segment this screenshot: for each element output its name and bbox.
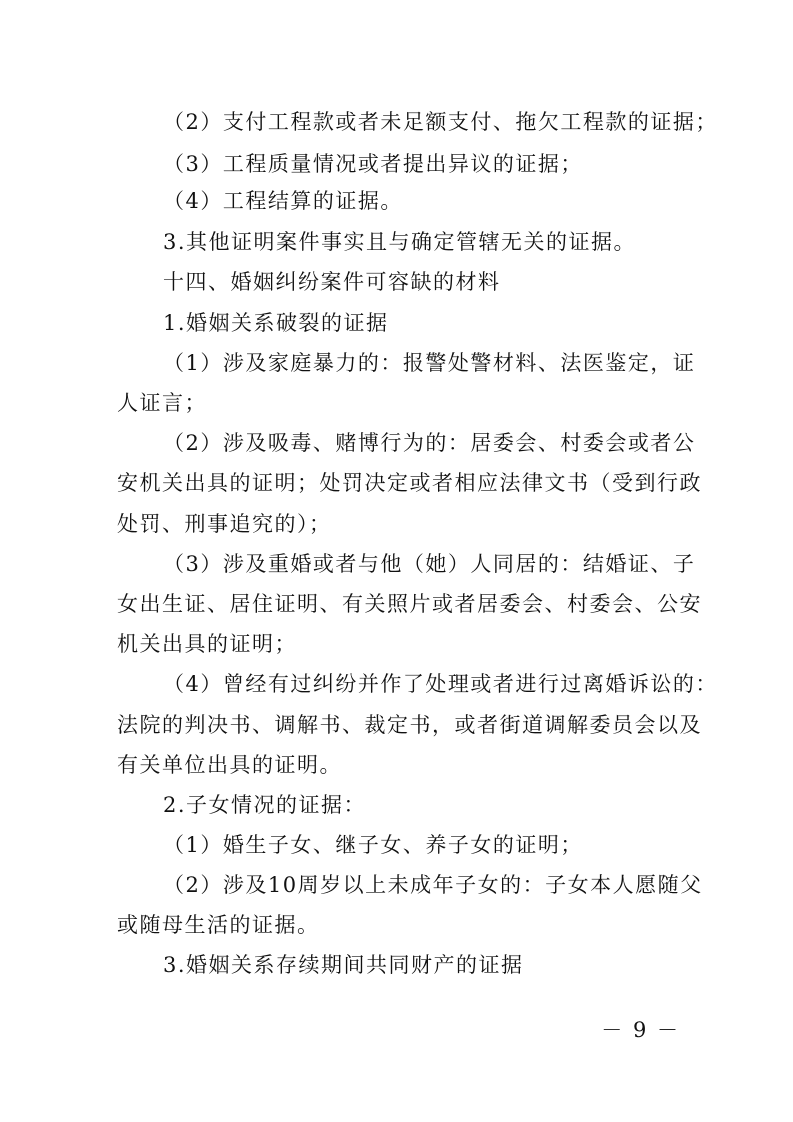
paragraph-line: 机关出具的证明； [117, 632, 297, 656]
paragraph-line: 安机关出具的证明；处罚决定或者相应法律文书（受到行政 [117, 471, 702, 495]
paragraph-line: （4）工程结算的证据。 [163, 189, 403, 213]
paragraph-line: 有关单位出具的证明。 [117, 753, 342, 777]
paragraph-line: （3）涉及重婚或者与他（她）人同居的：结婚证、子 [163, 552, 696, 576]
section-heading: 十四、婚姻纠纷案件可容缺的材料 [163, 270, 501, 294]
paragraph-line: 处罚、刑事追究的）； [117, 512, 332, 536]
paragraph-line: （4）曾经有过纠纷并作了处理或者进行过离婚诉讼的： [163, 672, 718, 696]
paragraph-line: （1）婚生子女、继子女、养子女的证明； [163, 833, 583, 857]
paragraph-line: 3.其他证明案件事实且与确定管辖无关的证据。 [163, 230, 637, 254]
paragraph-line: 女出生证、居住证明、有关照片或者居委会、村委会、公安 [117, 592, 702, 616]
paragraph-line: （2）支付工程款或者未足额支付、拖欠工程款的证据； [163, 110, 718, 134]
page-number: － 9 － [601, 1018, 680, 1042]
paragraph-line: 人证言； [117, 391, 207, 415]
subsection-heading: 2.子女情况的证据： [163, 793, 367, 817]
paragraph-line: （2）涉及10周岁以上未成年子女的：子女本人愿随父 [163, 873, 703, 897]
subsection-heading: 1.婚姻关系破裂的证据 [163, 311, 389, 335]
paragraph-line: （3）工程质量情况或者提出异议的证据； [163, 152, 583, 176]
subsection-heading: 3.婚姻关系存续期间共同财产的证据 [163, 953, 524, 977]
paragraph-line: 法院的判决书、调解书、裁定书，或者街道调解委员会以及 [117, 713, 702, 737]
paragraph-line: （2）涉及吸毒、赌博行为的：居委会、村委会或者公 [163, 431, 696, 455]
paragraph-line: （1）涉及家庭暴力的：报警处警材料、法医鉴定，证 [163, 351, 696, 375]
paragraph-line: 或随母生活的证据。 [117, 913, 320, 937]
